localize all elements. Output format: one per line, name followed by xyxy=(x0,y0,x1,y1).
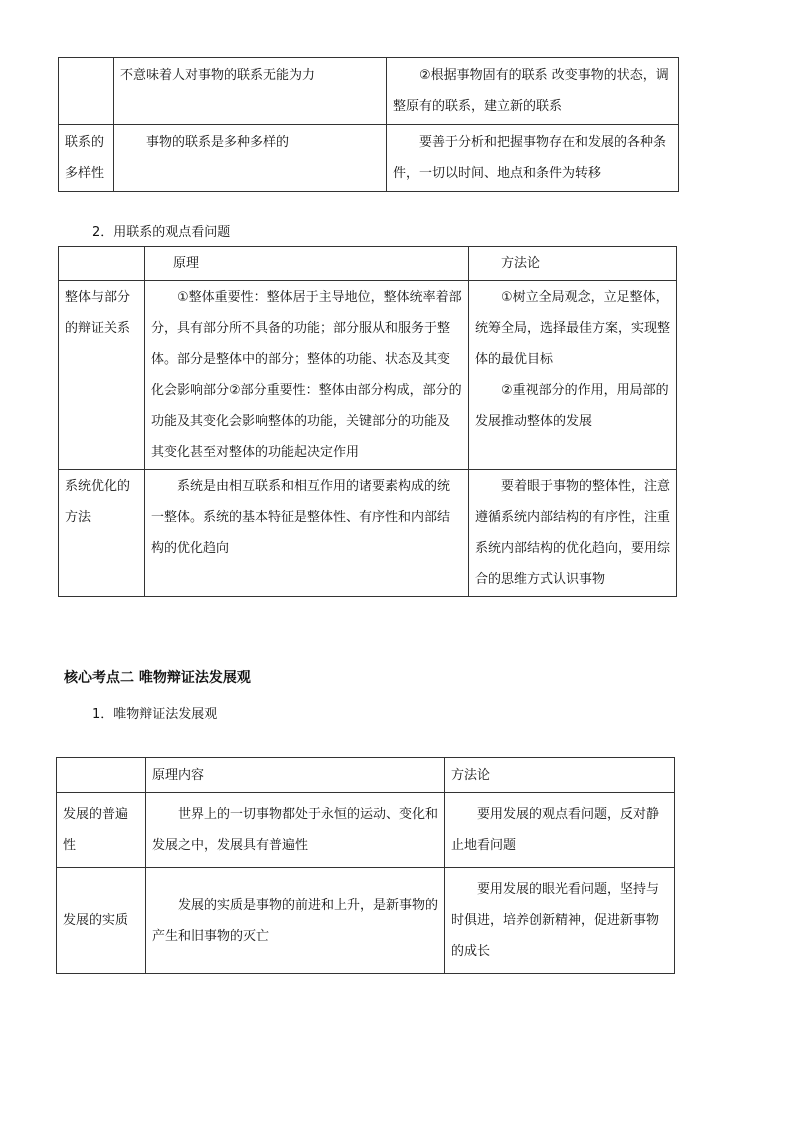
method-cell: ②根据事物固有的联系 改变事物的状态，调整原有的联系，建立新的联系 xyxy=(387,58,679,125)
method-cell xyxy=(469,281,677,470)
method-cell: 要用发展的眼光看问题，坚持与时俱进，培养创新精神，促进新事物的成长 xyxy=(445,868,675,974)
header-cell xyxy=(59,247,145,281)
section-heading: 1．唯物辩证法发展观 xyxy=(92,707,218,722)
row-label xyxy=(59,58,114,125)
row-label: 发展的实质 xyxy=(57,868,146,974)
principle-cell: 事物的联系是多种多样的 xyxy=(114,125,387,192)
principle-cell: ①整体重要性：整体居于主导地位，整体统率着部分，具有部分所不具备的功能；部分服从和服务于整体。部分是整体中的部分；整体的功能、状态及其变化会影响部分②部分重要性：整体由部分构成，部分的功能及其变化会影响整体的功能，关键部分的功能及其变化甚至对整体的功能起决定作用 xyxy=(145,281,469,470)
header-cell: 原理内容 xyxy=(146,758,445,793)
header-cell: 方法论 xyxy=(469,247,677,281)
method-cell: 要用发展的观点看问题，反对静止地看问题 xyxy=(445,793,675,868)
header-cell: 原理 xyxy=(145,247,469,281)
row-label: 整体与部分的辩证关系 xyxy=(59,281,145,470)
table-connection-continued xyxy=(58,57,679,192)
table-row xyxy=(57,868,675,974)
method-item: ②重视部分的作用，用局部的发展推动整体的发展 xyxy=(475,383,669,429)
method-cell: 要着眼于事物的整体性，注意遵循系统内部结构的有序性，注重系统内部结构的优化趋向，要用综合的思维方式认识事物 xyxy=(469,470,677,597)
table-header-row xyxy=(57,758,675,793)
table-connection-view xyxy=(58,246,677,597)
method-cell: 要善于分析和把握事物存在和发展的各种条件，一切以时间、地点和条件为转移 xyxy=(387,125,679,192)
header-cell: 方法论 xyxy=(445,758,675,793)
table-development-view xyxy=(56,757,675,974)
principle-cell: 不意味着人对事物的联系无能为力 xyxy=(114,58,387,125)
table-row xyxy=(59,58,679,125)
method-item: ①树立全局观念，立足整体，统筹全局，选择最佳方案，实现整体的最优目标 xyxy=(475,290,671,367)
table-row xyxy=(57,793,675,868)
table-row xyxy=(59,470,677,597)
principle-cell: 发展的实质是事物的前进和上升，是新事物的产生和旧事物的灭亡 xyxy=(146,868,445,974)
row-label: 联系的多样性 xyxy=(59,125,114,192)
row-label: 系统优化的方法 xyxy=(59,470,145,597)
principle-cell: 世界上的一切事物都处于永恒的运动、变化和发展之中，发展具有普遍性 xyxy=(146,793,445,868)
row-label: 发展的普遍性 xyxy=(57,793,146,868)
section-heading: 2．用联系的观点看问题 xyxy=(92,225,231,240)
table-row xyxy=(59,281,677,470)
table-header-row xyxy=(59,247,677,281)
core-point-title: 核心考点二 唯物辩证法发展观 xyxy=(64,670,251,686)
header-cell xyxy=(57,758,146,793)
table-row xyxy=(59,125,679,192)
principle-cell: 系统是由相互联系和相互作用的诸要素构成的统一整体。系统的基本特征是整体性、有序性和内部结构的优化趋向 xyxy=(145,470,469,597)
